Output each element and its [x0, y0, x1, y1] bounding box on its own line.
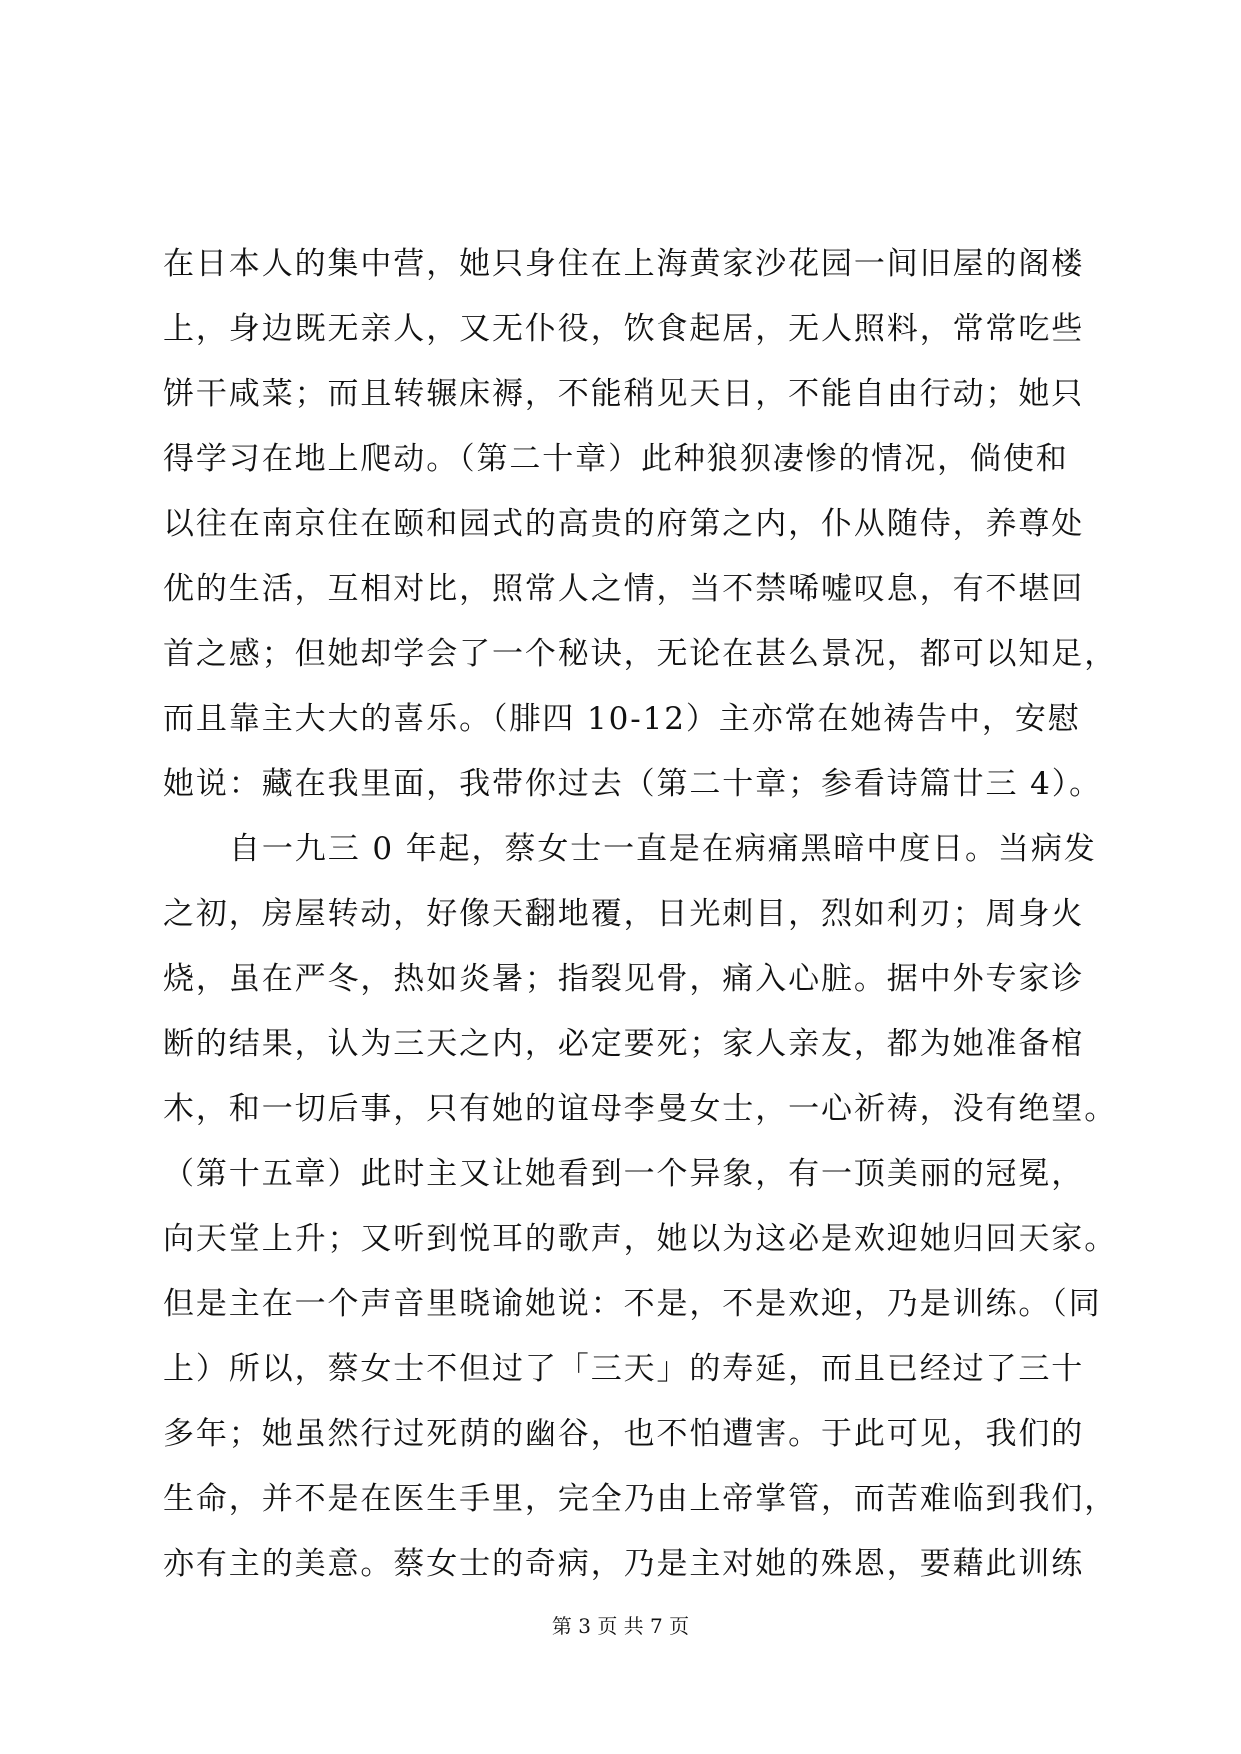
text-line: （第十五章）此时主又让她看到一个异象，有一顶美丽的冠冕，: [163, 1156, 1085, 1192]
text-line: 以往在南京住在颐和园式的高贵的府第之内，仆从随侍，养尊处: [163, 506, 1085, 542]
text-line: 得学习在地上爬动。（第二十章）此种狼狈凄惨的情况，倘使和: [163, 441, 1069, 477]
text-line: 优的生活，互相对比，照常人之情，当不禁唏嘘叹息，有不堪回: [163, 571, 1085, 607]
text-line: 断的结果，认为三天之内，必定要死；家人亲友，都为她准备棺: [163, 1026, 1085, 1062]
text-line: 饼干咸菜；而且转辗床褥，不能稍见天日，不能自由行动；她只: [163, 376, 1085, 412]
page-number-footer: 第 3 页 共 7 页: [551, 1614, 690, 1638]
text-line: 在日本人的集中营，她只身住在上海黄家沙花园一间旧屋的阁楼: [163, 246, 1085, 282]
text-line: 烧，虽在严冬，热如炎暑；指裂见骨，痛入心脏。据中外专家诊: [163, 961, 1085, 997]
text-line: 但是主在一个声音里晓谕她说：不是，不是欢迎，乃是训练。（同: [163, 1286, 1102, 1322]
body-text: [163, 232, 1118, 1597]
text-line: 向天堂上升；又听到悦耳的歌声，她以为这必是欢迎她归回天家。: [163, 1221, 1118, 1257]
text-line: 多年；她虽然行过死荫的幽谷，也不怕遭害。于此可见，我们的: [163, 1416, 1085, 1452]
text-line: 亦有主的美意。蔡女士的奇病，乃是主对她的殊恩，要藉此训练: [163, 1546, 1085, 1582]
text-line: 上）所以，蔡女士不但过了「三天」的寿延，而且已经过了三十: [163, 1351, 1085, 1387]
text-line: 上，身边既无亲人，又无仆役，饮食起居，无人照料，常常吃些: [163, 311, 1085, 347]
text-line: 她说：藏在我里面，我带你过去（第二十章；参看诗篇廿三 4）。: [163, 766, 1103, 802]
text-line: 而且靠主大大的喜乐。（腓四 10-12）主亦常在她祷告中，安慰: [163, 701, 1081, 737]
text-line: 首之感；但她却学会了一个秘诀，无论在甚么景况，都可以知足，: [163, 636, 1118, 672]
text-line: 之初，房屋转动，好像天翻地覆，日光刺目，烈如利刃；周身火: [163, 896, 1085, 932]
text-line: 木，和一切后事，只有她的谊母李曼女士，一心祈祷，没有绝望。: [163, 1091, 1118, 1127]
paragraph-first-line: 自一九三 0 年起，蔡女士一直是在病痛黑暗中度日。当病发: [229, 831, 1097, 867]
text-line: 生命，并不是在医生手里，完全乃由上帝掌管，而苦难临到我们，: [163, 1481, 1118, 1517]
